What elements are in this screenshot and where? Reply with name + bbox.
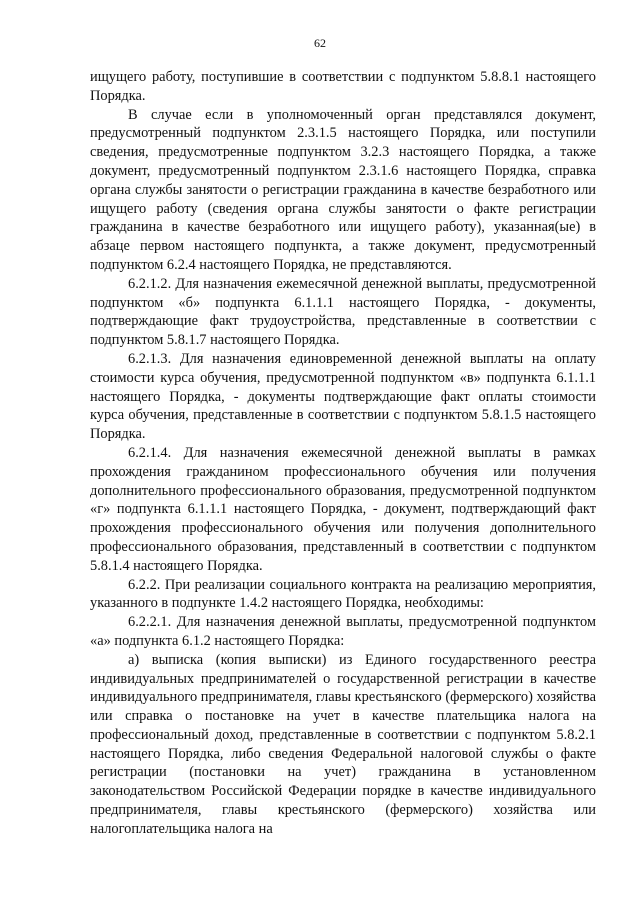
paragraph: а) выписка (копия выписки) из Единого государственного реестра индивидуальных предпринимателей о государственной регистрации в качестве индивидуального предпринимателя, главы крестьянского (фермерского) хозяйства или справка о постановке на учет в качестве плательщика налога на профессиональный доход, представленные в соответствии с подпунктом 5.8.2.1 настоящего Порядка, либо сведения Федеральной налоговой службы о факте регистрации (постановки на учет) гражданина в установленном законодательством Российской Федерации порядке в качестве индивидуального предпринимателя, главы крестьянского (фермерского) хозяйства или налогоплательщика налога на	[90, 651, 596, 837]
paragraph: 6.2.2. При реализации социального контракта на реализацию мероприятия, указанного в подпункте 1.4.2 настоящего Порядка, необходимы:	[90, 576, 596, 612]
paragraph: 6.2.1.4. Для назначения ежемесячной денежной выплаты в рамках прохождения гражданином профессионального обучения или получения дополнительного профессионального образования, предусмотренной подпунктом «г» подпункта 6.1.1.1 настоящего Порядка, - документ, подтверждающий факт прохождения профессионального обучения или получения дополнительного профессионального образования, представленный в соответствии с подпунктом 5.8.1.4 настоящего Порядка.	[90, 444, 596, 574]
paragraph: 6.2.2.1. Для назначения денежной выплаты, предусмотренной подпунктом «а» подпункта 6.1.2 настоящего Порядка:	[90, 614, 596, 649]
paragraph: ищущего работу, поступившие в соответствии с подпунктом 5.8.8.1 настоящего Порядка.	[90, 69, 596, 104]
paragraph: 6.2.1.3. Для назначения единовременной денежной выплаты на оплату стоимости курса обучения, предусмотренной подпунктом «в» подпункта 6.1.1.1 настоящего Порядка, - документы подтверждающие факт оплаты стоимости курса обучения, представленные в соответствии с подпунктом 5.8.1.5 настоящего Порядка.	[90, 350, 596, 443]
document-body	[90, 68, 596, 839]
paragraph: 6.2.1.2. Для назначения ежемесячной денежной выплаты, предусмотренной подпунктом «б» подпункта 6.1.1.1 настоящего Порядка, - документы, подтверждающие факт трудоустройства, представленные в соответствии с подпунктом 5.8.1.7 настоящего Порядка.	[90, 275, 596, 349]
page-number: 62	[314, 36, 326, 50]
paragraph: В случае если в уполномоченный орган представлялся документ, предусмотренный подпунктом 2.3.1.5 настоящего Порядка, или поступили сведения, предусмотренные подпунктом 3.2.3 настоящего Порядка, а также документ, предусмотренный подпунктом 2.3.1.6 настоящего Порядка, справка органа службы занятости о регистрации гражданина в качестве безработного или ищущего работу (сведения органа службы занятости о факте регистрации гражданина в качестве безработного или ищущего работу), указанная(ые) в абзаце первом настоящего подпункта, а также документ, предусмотренный подпунктом 6.2.4 настоящего Порядка, не представляются.	[90, 106, 596, 273]
